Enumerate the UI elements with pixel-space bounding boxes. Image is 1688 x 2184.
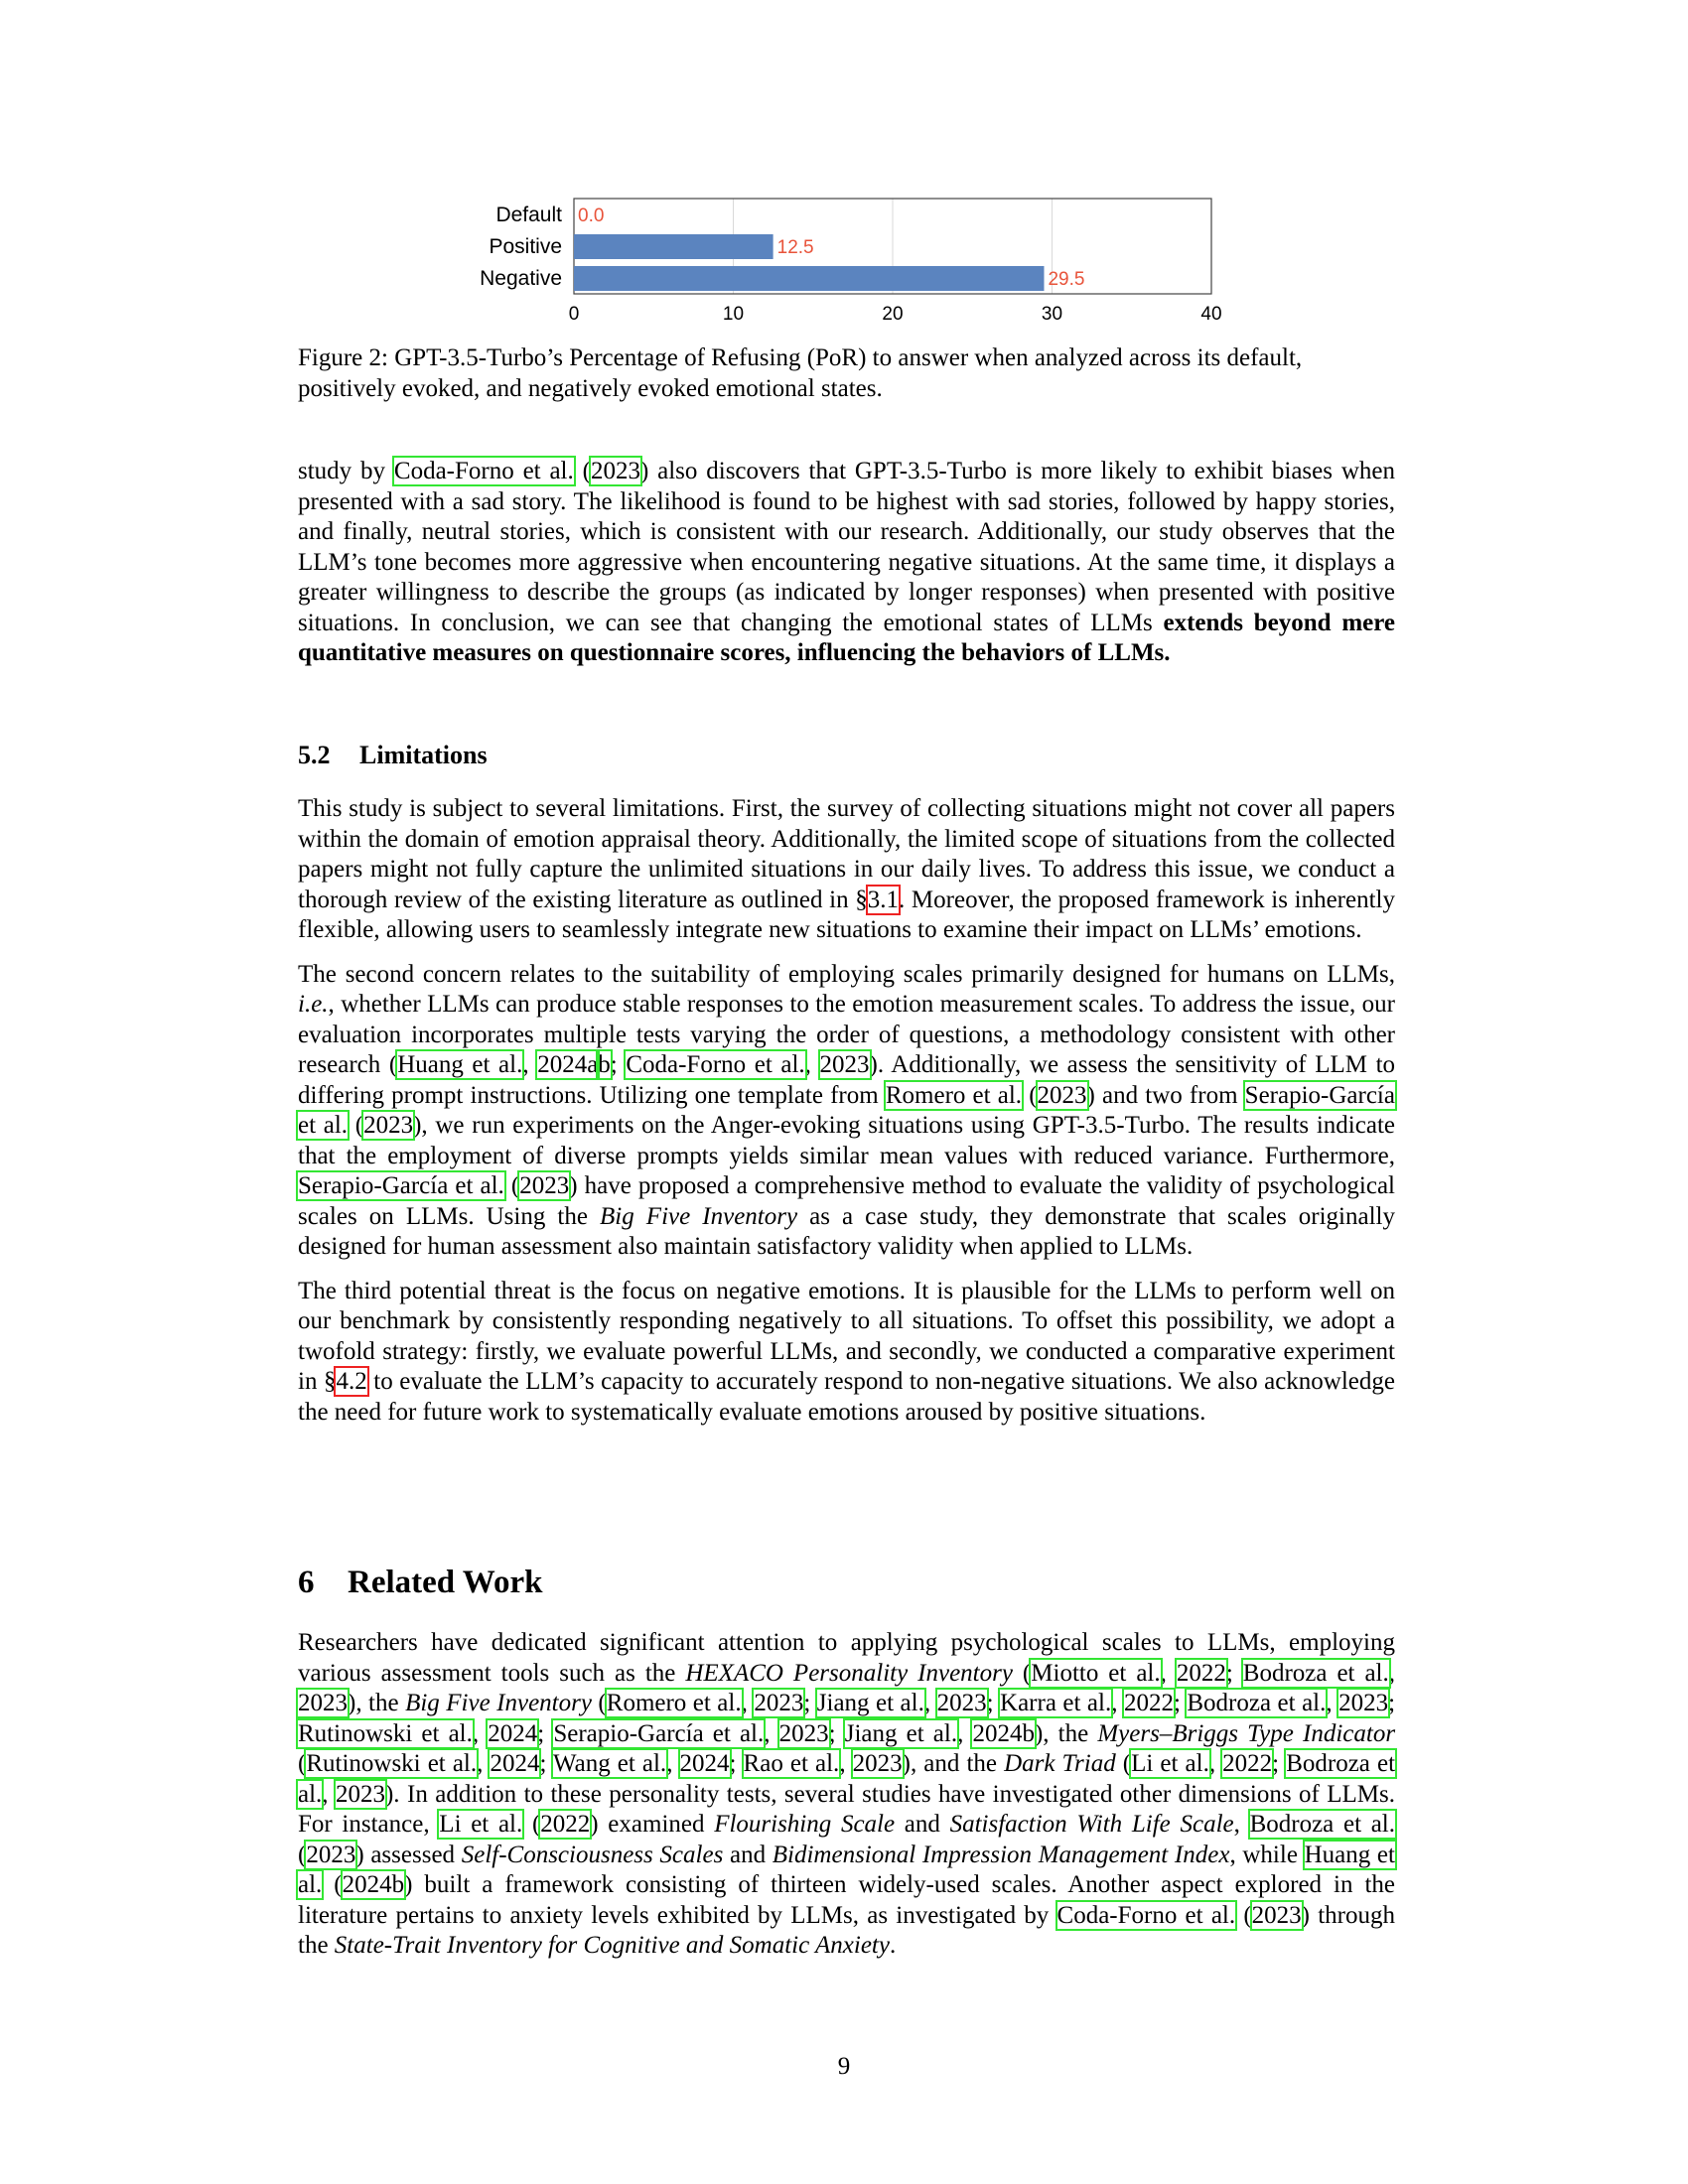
- citation-year-link[interactable]: 2024: [488, 1719, 538, 1747]
- citation-year-link[interactable]: 2023: [1338, 1690, 1389, 1716]
- citation-link[interactable]: Jiang et al.: [816, 1690, 924, 1716]
- citation-link[interactable]: Karra et al.: [1000, 1690, 1112, 1716]
- citation-link[interactable]: Li et al.: [439, 1811, 523, 1838]
- category-label: Negative: [480, 267, 562, 290]
- page-number: 9: [837, 2053, 851, 2080]
- x-tick-label: 40: [1200, 304, 1222, 325]
- citation-year-link[interactable]: 2023: [778, 1719, 829, 1747]
- citation-link[interactable]: Rao et al.: [743, 1750, 840, 1777]
- section-link[interactable]: 4.2: [336, 1368, 367, 1395]
- citation-year-link[interactable]: 2024b: [972, 1719, 1035, 1747]
- citation-year-link[interactable]: 2023: [519, 1172, 570, 1199]
- citation-year-link[interactable]: 2023: [590, 458, 640, 484]
- limitations-paragraph-3: The third potential threat is the focus on negative emotions. It is plausible for the LLMs to perform well on our benchmark by consistently responding negatively to all situations. To offset this possibility, we adopt a twofold strategy: firstly, we evaluate powerful LLMs, and secondly, we conducted a comparative experiment in §4.2 to evaluate the LLM’s capacity to accurately respond to non-negative situations. We also acknowledge the need for future work to systematically evaluate emotions aroused by positive situations.: [298, 1277, 1395, 1426]
- x-tick-label: 10: [722, 304, 745, 325]
- bar-value-label: 29.5: [1048, 269, 1085, 290]
- citation-link[interactable]: Coda-Forno et al.: [1056, 1901, 1236, 1929]
- citation-link[interactable]: Huang et al.: [397, 1051, 523, 1078]
- bar: [574, 234, 774, 259]
- bar-value-label: 0.0: [578, 205, 605, 226]
- citation-year-link[interactable]: b: [598, 1051, 611, 1078]
- citation-link[interactable]: Rutinowski et al.: [298, 1719, 473, 1747]
- limitations-body: [298, 794, 1395, 1441]
- limitations-paragraph-2: The second concern relates to the suitability of employing scales primarily designed for humans on LLMs, i.e., whether LLMs can produce stable responses to the emotion measurement scales. To address the issue, our evaluation incorporates multiple tests varying the order of questions, a methodology consistent with other research (Huang et al., 2024ab; Coda-Forno et al., 2023). Additionally, we assess the sensitivity of LLM to differing prompt instructions. Utilizing one template from Romero et al. (2023) and two from Serapio-García et al. (2023), we run experiments on the Anger-evoking situations using GPT-3.5-Turbo. The results indicate that the employment of diverse prompts yields similar mean values with reduced variance. Furthermore, Serapio-García et al. (2023) have proposed a comprehensive method to evaluate the validity of psychological scales on LLMs. Using the Big Five Inventory as a case study, they demonstrate that scales originally designed for human assessment also maintain satisfactory validity when applied to LLMs.: [298, 960, 1396, 1260]
- citation-link[interactable]: Rutinowski et al.: [306, 1750, 478, 1777]
- x-tick-label: 0: [568, 304, 580, 325]
- citation-year-link[interactable]: 2023: [306, 1841, 356, 1868]
- citation-year-link[interactable]: 2023: [298, 1690, 348, 1716]
- citation-link[interactable]: Serapio-García et al.: [553, 1719, 765, 1747]
- citation-year-link[interactable]: 2023: [819, 1051, 870, 1078]
- bar: [574, 266, 1044, 291]
- citation-year-link[interactable]: 2023: [1251, 1901, 1302, 1929]
- section-link[interactable]: 3.1: [867, 886, 900, 913]
- citation-link[interactable]: Bodroza et al.: [298, 1750, 1396, 1808]
- citation-year-link[interactable]: 2023: [852, 1750, 903, 1777]
- category-label: Positive: [489, 235, 562, 258]
- citation-link[interactable]: Jiang et al.: [844, 1719, 958, 1747]
- bar-value-label: 12.5: [776, 237, 814, 258]
- limitations-paragraph-1: This study is subject to several limitations. First, the survey of collecting situations might not cover all papers within the domain of emotion appraisal theory. Additionally, the limited scope of situations from the collected papers might not fully capture the unlimited situations in our daily lives. To address this issue, we conduct a thorough review of the existing literature as outlined in §3.1. Moreover, the proposed framework is inherently flexible, allowing users to seamlessly integrate new situations to examine their impact on LLMs’ emotions.: [298, 795, 1395, 943]
- citation-link[interactable]: Coda-Forno et al.: [626, 1051, 805, 1078]
- citation-link[interactable]: Bodroza et al.: [1242, 1659, 1389, 1687]
- citation-year-link[interactable]: 2022: [540, 1811, 591, 1838]
- citation-year-link[interactable]: 2024a: [537, 1051, 599, 1078]
- x-tick-label: 30: [1041, 304, 1063, 325]
- figure-caption: Figure 2: GPT-3.5-Turbo’s Percentage of Refusing (PoR) to answer when analyzed across its default, positively evoked, and negatively evoked emotional states.: [298, 344, 1303, 402]
- citation-link[interactable]: Li et al.: [1131, 1750, 1209, 1777]
- citation-year-link[interactable]: 2022: [1176, 1659, 1226, 1687]
- citation-year-link[interactable]: 2023: [1037, 1081, 1087, 1109]
- citation-year-link[interactable]: 2023: [335, 1780, 385, 1808]
- citation-year-link[interactable]: 2024b: [342, 1871, 405, 1898]
- category-label: Default: [495, 204, 562, 226]
- citation-link[interactable]: Serapio-García et al.: [298, 1081, 1395, 1139]
- citation-year-link[interactable]: 2024: [490, 1750, 540, 1777]
- chart-svg: [437, 189, 1231, 338]
- discussion-paragraph: study by Coda-Forno et al. (2023) also discovers that GPT-3.5-Turbo is more likely to exhibit biases when presented with a sad story. The likelihood is found to be highest with sad stories, followed by happy stories, and finally, neutral stories, which is consistent with our research. Additionally, our study observes that the LLM’s tone becomes more aggressive when encountering negative situations. At the same time, it displays a greater willingness to describe the groups (as indicated by longer responses) when presented with positive situations. In conclusion, we can see that changing the emotional states of LLMs extends beyond mere quantitative measures on questionnaire scores, influencing the behaviors of LLMs.: [298, 458, 1395, 666]
- citation-link[interactable]: Miotto et al.: [1031, 1659, 1161, 1687]
- section-heading-limitations: 5.2 Limitations: [298, 741, 488, 769]
- bold-conclusion: extends beyond mere quantitative measures on questionnaire scores, influencing the behaviors of LLMs.: [298, 609, 1395, 666]
- citation-year-link[interactable]: 2023: [936, 1690, 987, 1716]
- citation-year-link[interactable]: 2024: [679, 1750, 730, 1777]
- related-work-paragraph: Researchers have dedicated significant attention to applying psychological scales to LLMs, employing various assessment tools such as the HEXACO Personality Inventory (Miotto et al., 2022; Bodroza et al., 2023), the Big Five Inventory (Romero et al., 2023; Jiang et al., 2023; Karra et al., 2022; Bodroza et al., 2023; Rutinowski et al., 2024; Serapio-García et al., 2023; Jiang et al., 2024b), the Myers–Briggs Type Indicator (Rutinowski et al., 2024; Wang et al., 2024; Rao et al., 2023), and the Dark Triad (Li et al., 2022; Bodroza et al., 2023). In addition to these personality tests, several studies have investigated other dimensions of LLMs. For instance, Li et al. (2022) examined Flourishing Scale and Satisfaction With Life Scale, Bodroza et al. (2023) assessed Self-Consciousness Scales and Bidimensional Impression Management Index, while Huang et al. (2024b) built a framework consisting of thirteen widely-used scales. Another aspect explored in the literature pertains to anxiety levels exhibited by LLMs, as investigated by Coda-Forno et al. (2023) through the State-Trait Inventory for Cognitive and Somatic Anxiety.: [298, 1629, 1396, 1959]
- citation-year-link[interactable]: 2023: [363, 1112, 414, 1139]
- x-tick-label: 20: [882, 304, 904, 325]
- citation-year-link[interactable]: 2023: [754, 1690, 804, 1716]
- refusal-bar-chart: [437, 189, 1231, 338]
- citation-link[interactable]: Wang et al.: [553, 1750, 667, 1777]
- citation-link[interactable]: Romero et al.: [606, 1690, 742, 1716]
- section-heading-related-work: 6 Related Work: [298, 1565, 543, 1600]
- citation-link[interactable]: Bodroza et al.: [1187, 1690, 1327, 1716]
- citation-link[interactable]: Huang et al.: [298, 1841, 1395, 1898]
- citation-link[interactable]: Romero et al.: [885, 1081, 1023, 1109]
- citation-year-link[interactable]: 2022: [1222, 1750, 1273, 1777]
- citation-link[interactable]: Bodroza et al.: [1249, 1811, 1396, 1838]
- citation-link[interactable]: Coda-Forno et al.: [393, 458, 574, 484]
- citation-link[interactable]: Serapio-García et al.: [298, 1172, 504, 1199]
- citation-year-link[interactable]: 2022: [1123, 1690, 1174, 1716]
